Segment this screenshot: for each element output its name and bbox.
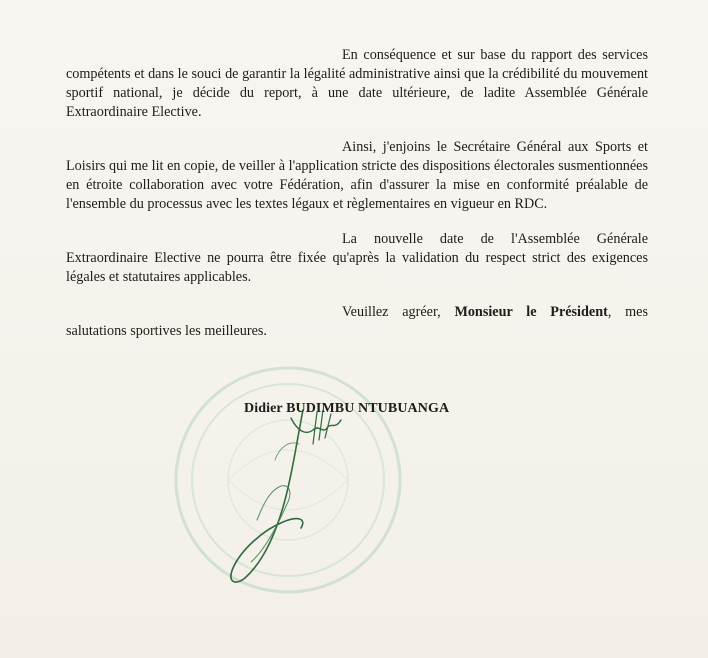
signatory-first-name: Didier	[244, 401, 283, 416]
paragraph-report-decision: En conséquence et sur base du rapport des services compétents et dans le souci de garantir la légalité administrative ainsi que la crédibilité du mouvement sportif national, je décide du report, à une date ultérieure, de ladite Assemblée Générale Extraordinaire Elective.	[66, 47, 648, 120]
closing-after: , mes salutations sportives les meilleures.	[66, 304, 648, 339]
signatory-last-name: BUDIMBU NTUBUANGA	[286, 401, 450, 416]
signatory-name	[244, 401, 449, 417]
handwritten-signature	[205, 400, 365, 590]
closing-addressee: Monsieur le Président	[454, 304, 608, 320]
paragraph-new-date: La nouvelle date de l'Assemblée Générale Extraordinaire Elective ne pourra être fixée qu'après la validation du respect strict des exigences légales et statutaires applicables.	[66, 231, 648, 285]
letter-body	[66, 46, 648, 357]
closing-before: Veuillez agréer,	[342, 304, 455, 320]
closing-salutation	[66, 303, 648, 341]
paragraph-injunction: Ainsi, j'enjoins le Secrétaire Général aux Sports et Loisirs qui me lit en copie, de veiller à l'application stricte des dispositions électorales susmentionnées en étroite collaboration avec votre Fédération, afin d'assurer la mise en conformité préalable de l'ensemble du processus avec les textes légaux et règlementaires en vigueur en RDC.	[66, 139, 648, 212]
